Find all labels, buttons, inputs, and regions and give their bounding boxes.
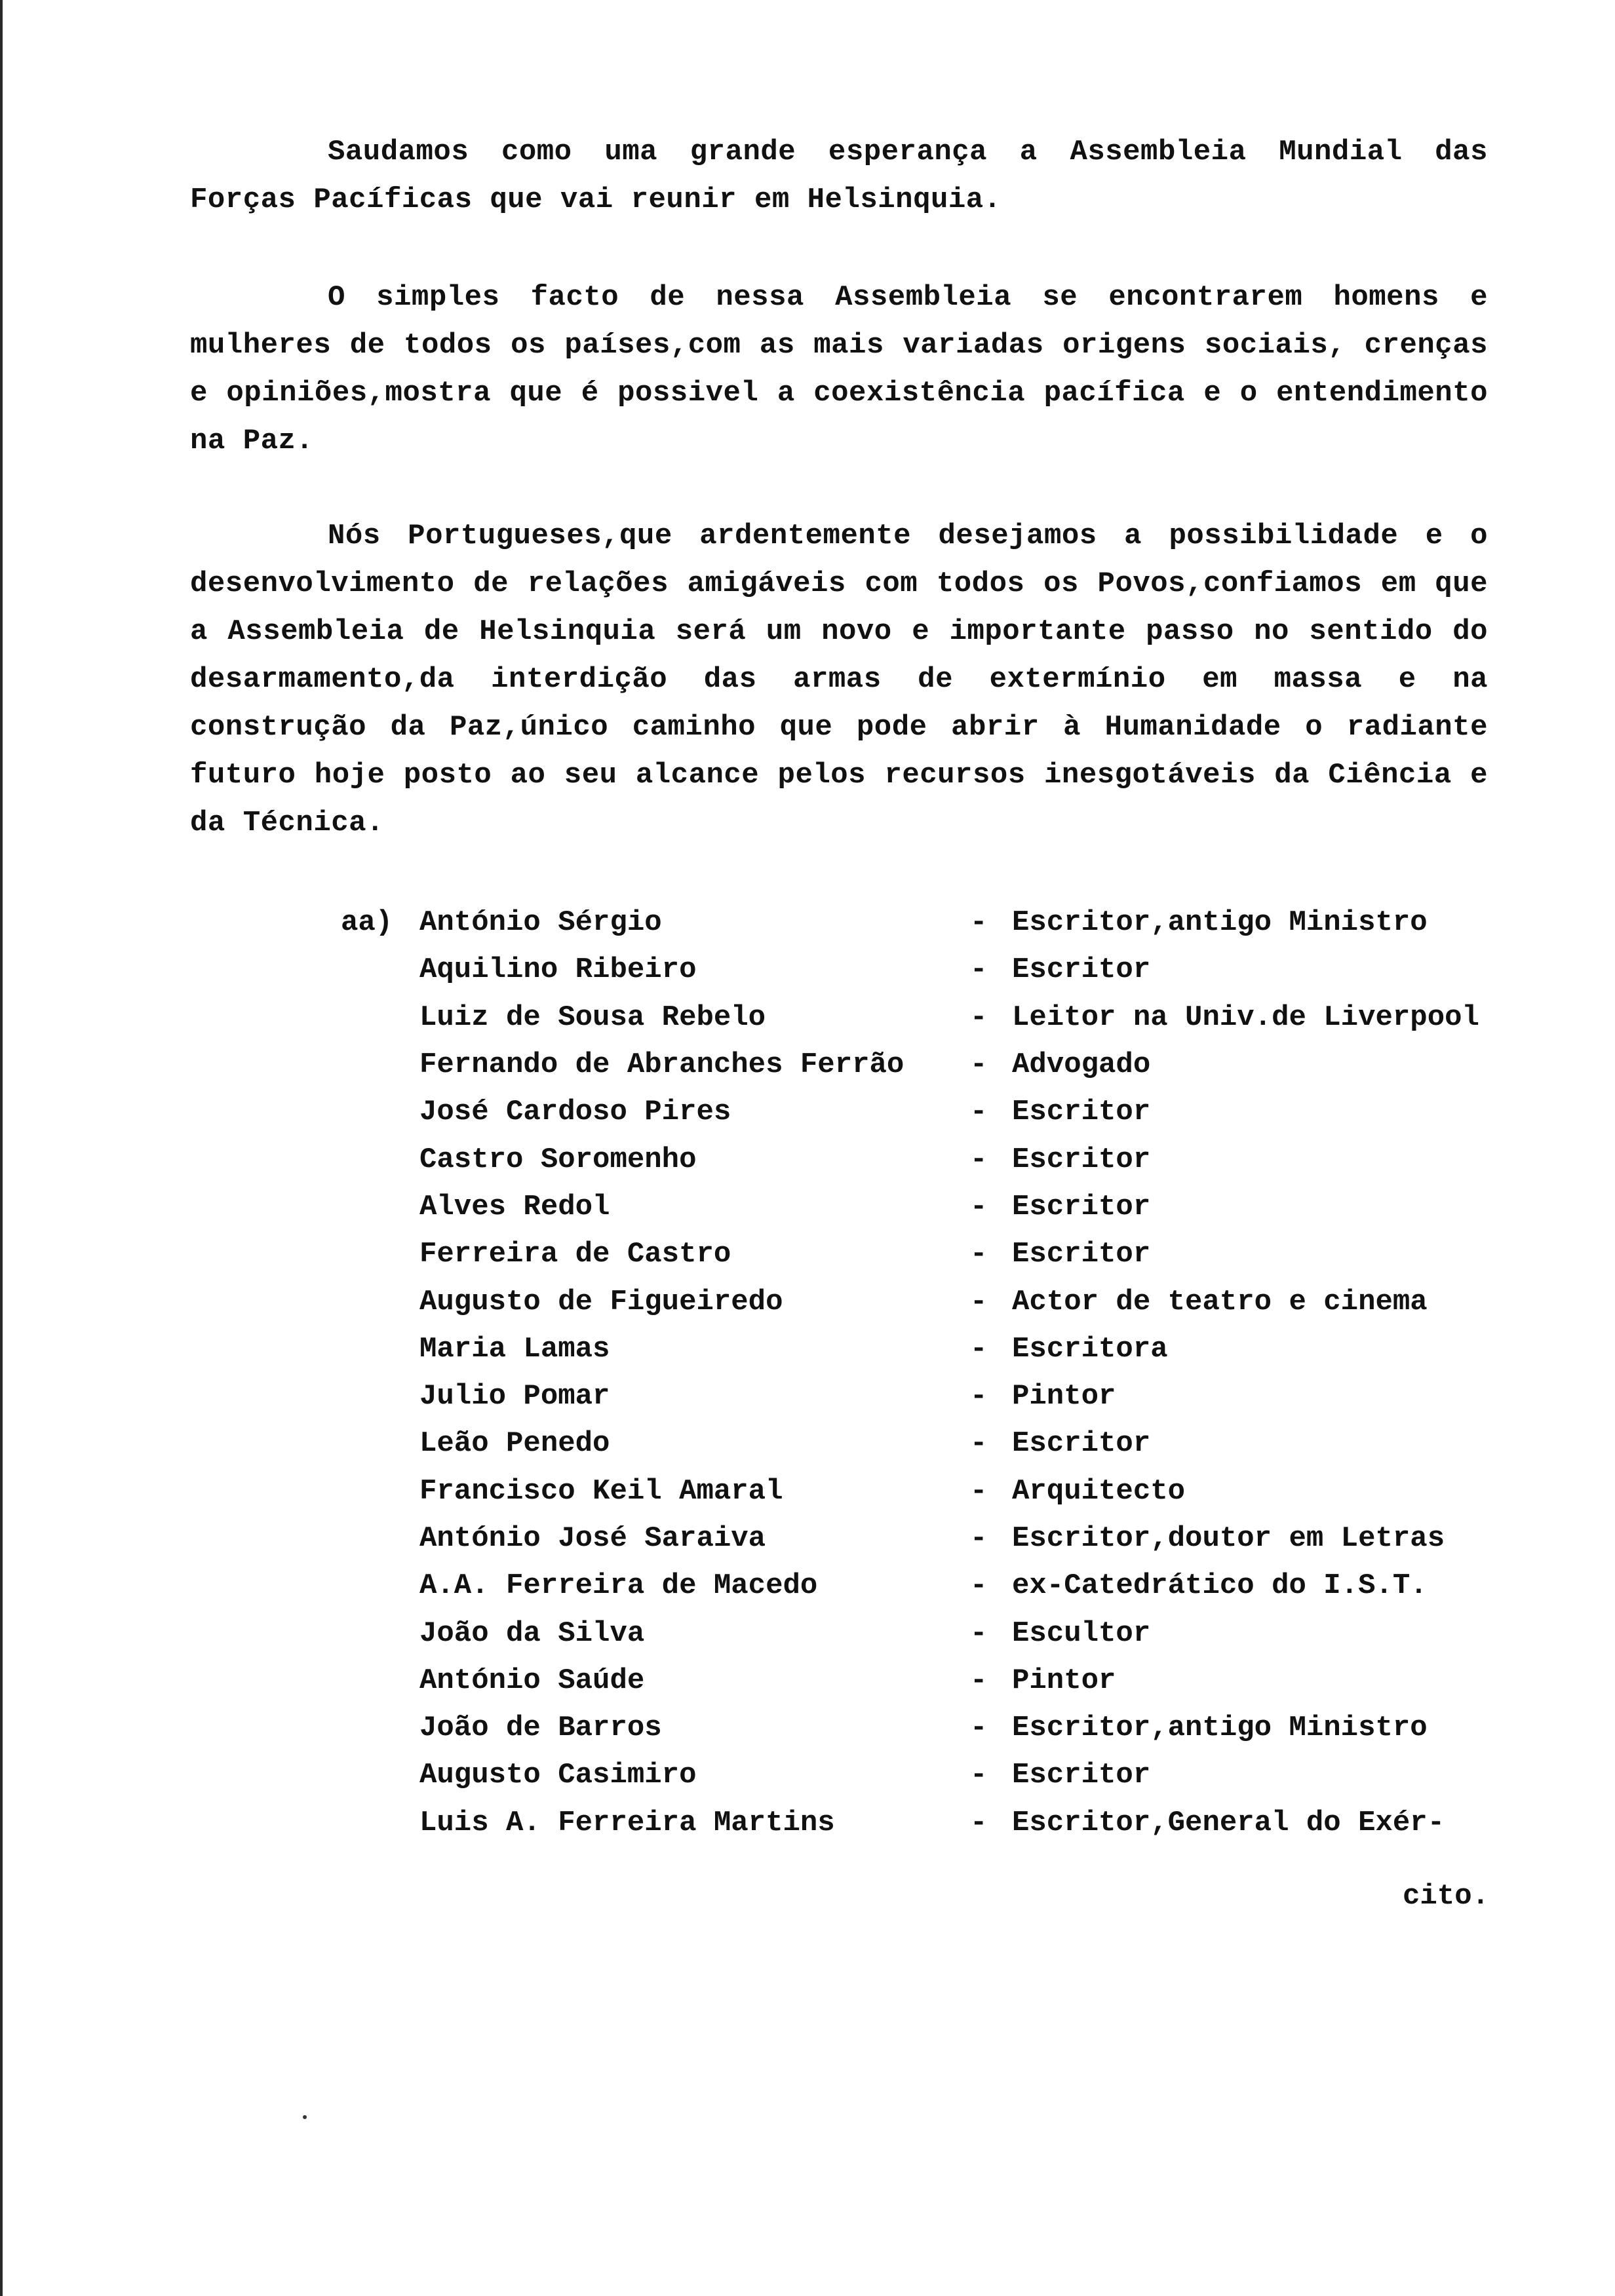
signature-row	[419, 1041, 1599, 1088]
signature-row	[419, 1751, 1599, 1799]
signatures-prefix: aa)	[341, 906, 393, 939]
signature-row	[419, 1609, 1599, 1656]
signature-name: A.A. Ferreira de Macedo	[419, 1569, 818, 1603]
signature-name: Alves Redol	[419, 1190, 610, 1223]
signature-row	[419, 1183, 1599, 1231]
signature-dash: -	[970, 1332, 988, 1366]
signature-dash: -	[970, 1806, 988, 1839]
signature-row	[419, 1136, 1599, 1183]
signature-row	[419, 946, 1599, 993]
signature-row	[419, 994, 1599, 1041]
signature-name: Ferreira de Castro	[419, 1238, 731, 1271]
signature-name: Luis A. Ferreira Martins	[419, 1806, 835, 1839]
signature-name: Luiz de Sousa Rebelo	[419, 1001, 766, 1034]
signature-dash: -	[970, 1285, 988, 1318]
signature-row	[419, 1088, 1599, 1136]
signature-role: Pintor	[1012, 1664, 1116, 1697]
signature-dash: -	[970, 1048, 988, 1082]
signature-role: Escritor,antigo Ministro	[1012, 1712, 1428, 1745]
signature-name: António Sérgio	[419, 906, 662, 940]
signature-name: Aquilino Ribeiro	[419, 953, 697, 987]
signature-dash: -	[970, 1380, 988, 1413]
signature-role: Escritor,doutor em Letras	[1012, 1522, 1445, 1555]
signature-name: Leão Penedo	[419, 1427, 610, 1461]
signature-role: Escritor,General do Exér-	[1012, 1806, 1445, 1839]
signature-dash: -	[970, 1143, 988, 1176]
signature-name: Augusto de Figueiredo	[419, 1285, 783, 1318]
signature-row	[419, 1326, 1599, 1373]
signature-row	[419, 899, 1599, 946]
signature-dash: -	[970, 1712, 988, 1745]
paragraph-greeting: Saudamos como uma grande esperança a Assembleia Mundial das Forças Pacíficas que vai reunir em Helsinquia.	[190, 136, 1488, 216]
signature-row	[419, 1704, 1599, 1751]
signature-name: António Saúde	[419, 1664, 645, 1697]
signature-row	[419, 1420, 1599, 1467]
signature-role: Escritora	[1012, 1332, 1168, 1366]
signature-name: Julio Pomar	[419, 1380, 610, 1413]
signature-name: José Cardoso Pires	[419, 1096, 731, 1129]
signature-role: Escritor	[1012, 953, 1151, 987]
signature-dash: -	[970, 1474, 988, 1508]
signature-role: Escritor	[1012, 1190, 1151, 1223]
signature-role: Pintor	[1012, 1380, 1116, 1413]
signature-dash: -	[970, 1427, 988, 1461]
signature-dash: -	[970, 1096, 988, 1129]
signature-role: Escultor	[1012, 1617, 1151, 1650]
signature-row	[419, 1231, 1599, 1278]
signature-role: Escritor	[1012, 1096, 1151, 1129]
signature-dash: -	[970, 953, 988, 987]
scan-left-edge	[0, 0, 3, 2296]
signature-role: Escritor	[1012, 1238, 1151, 1271]
signature-row	[419, 1799, 1599, 1846]
signature-role: Escritor	[1012, 1143, 1151, 1176]
signatures-list	[419, 899, 1599, 1846]
signature-role: Leitor na Univ.de Liverpool	[1012, 1001, 1479, 1034]
signature-role: Arquitecto	[1012, 1474, 1186, 1508]
signature-dash: -	[970, 906, 988, 940]
signature-dash: -	[970, 1569, 988, 1603]
signature-name: Francisco Keil Amaral	[419, 1474, 783, 1508]
signature-dash: -	[970, 1001, 988, 1034]
signature-name: Augusto Casimiro	[419, 1759, 697, 1792]
signature-name: João de Barros	[419, 1712, 662, 1745]
signature-name: Maria Lamas	[419, 1332, 610, 1366]
signature-role: Actor de teatro e cinema	[1012, 1285, 1428, 1318]
signature-role: ex-Catedrático do I.S.T.	[1012, 1569, 1428, 1603]
signature-dash: -	[970, 1238, 988, 1271]
signature-dash: -	[970, 1190, 988, 1223]
signature-dash: -	[970, 1522, 988, 1555]
signature-dash: -	[970, 1759, 988, 1792]
signature-row	[419, 1278, 1599, 1325]
scan-speck	[303, 2115, 307, 2119]
signature-row	[419, 1515, 1599, 1562]
signature-role: Escritor	[1012, 1759, 1151, 1792]
signature-row	[419, 1373, 1599, 1420]
signature-dash: -	[970, 1664, 988, 1697]
signature-dash: -	[970, 1617, 988, 1650]
signature-row	[419, 1562, 1599, 1609]
signature-role: Advogado	[1012, 1048, 1151, 1082]
signature-name: António José Saraiva	[419, 1522, 766, 1555]
signature-name: Fernando de Abranches Ferrão	[419, 1048, 905, 1082]
paragraph-portuguese: Nós Portugueses,que ardentemente desejamos a possibilidade e o desenvolvimento de relações amigáveis com todos os Povos,confiamos em que a Assembleia de Helsinquia será um novo e importante passo no sentido do desarmamento,da interdição das armas de extermínio em massa e na construção da Paz,único caminho que pode abrir à Humanidade o radiante futuro hoje posto ao seu alcance pelos recursos inesgotáveis da Ciência e da Técnica.	[190, 520, 1488, 839]
signature-role: Escritor	[1012, 1427, 1151, 1461]
signature-row	[419, 1657, 1599, 1704]
signature-row	[419, 1468, 1599, 1515]
signature-name: João da Silva	[419, 1617, 645, 1650]
signature-name: Castro Soromenho	[419, 1143, 697, 1176]
signature-role-continuation: cito.	[1403, 1880, 1490, 1913]
signature-role: Escritor,antigo Ministro	[1012, 906, 1428, 940]
paragraph-coexistence: O simples facto de nessa Assembleia se encontrarem homens e mulheres de todos os países,com as mais variadas origens sociais, crenças e opiniões,mostra que é possivel a coexistência pacífica e o entendimento na Paz.	[190, 281, 1488, 457]
